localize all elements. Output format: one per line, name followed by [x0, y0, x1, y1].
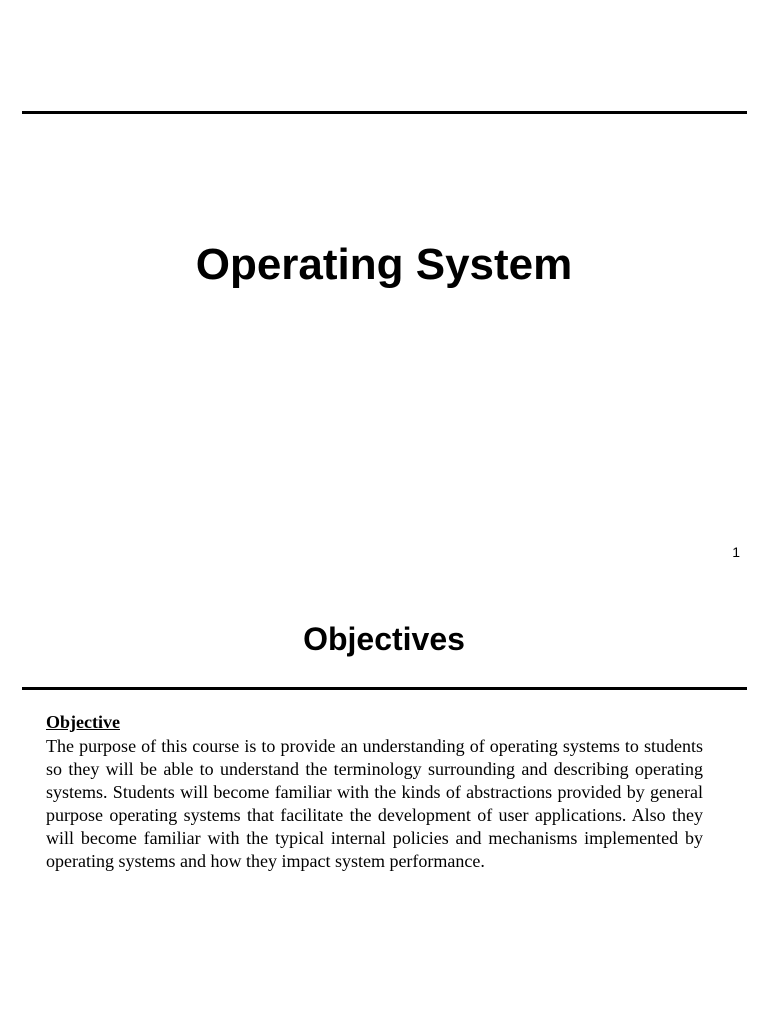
page-number: 1	[732, 544, 740, 560]
page-title: Operating System	[195, 240, 573, 289]
objective-heading: Objective	[46, 712, 120, 732]
objective-paragraph: The purpose of this course is to provide an understanding of operating systems to students so they will be able to understand the terminology surrounding and describing operating systems. Students will become familiar with the kinds of abstractions provided by general purpose operating systems that facilitate the development of user applications. Also they will become familiar with the typical internal policies and mechanisms implemented by operating systems and how they impact system performance.	[46, 736, 703, 871]
section-title: Objectives	[303, 621, 465, 657]
top-divider	[22, 111, 747, 114]
section-divider	[22, 687, 747, 690]
objective-block	[46, 711, 703, 873]
